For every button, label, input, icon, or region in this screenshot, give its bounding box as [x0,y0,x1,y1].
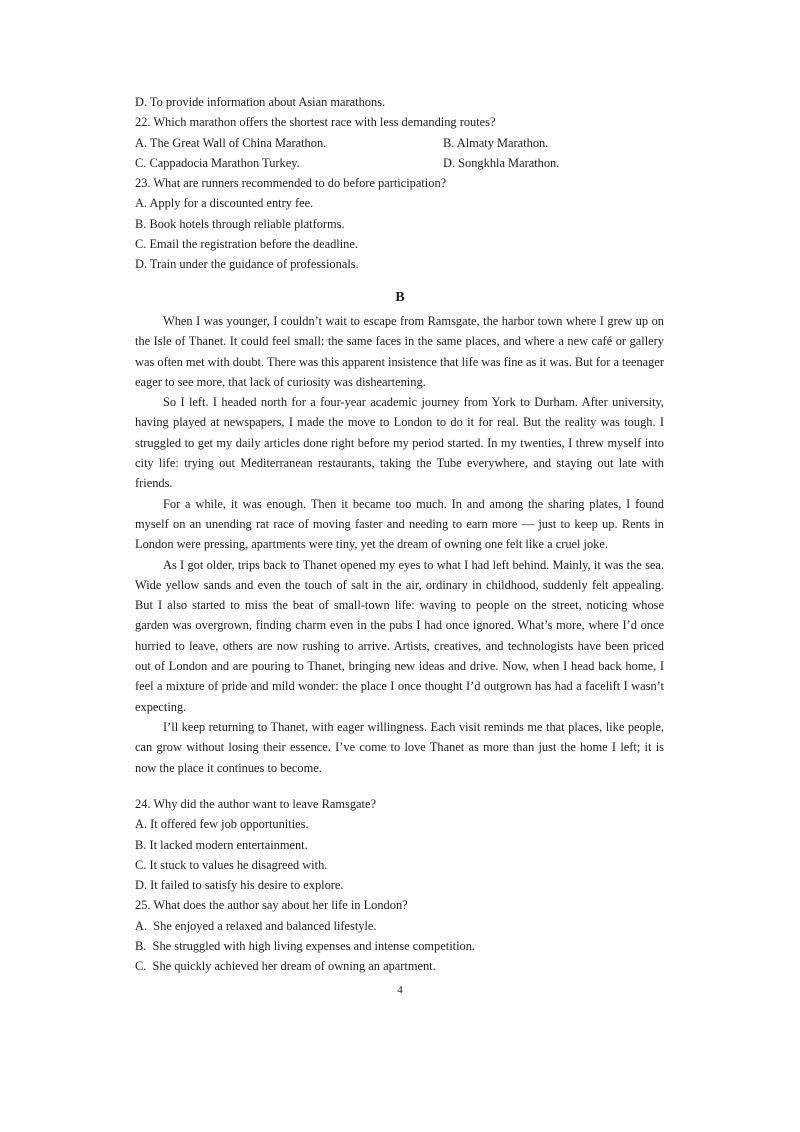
q23-option-d: D. Train under the guidance of professionals. [135,257,359,272]
q22-question: 22. Which marathon offers the shortest race with less demanding routes? [135,115,496,130]
q25-question: 25. What does the author say about her life in London? [135,898,408,913]
q23-question: 23. What are runners recommended to do before participation? [135,176,447,191]
q24-option-b: B. It lacked modern entertainment. [135,837,308,852]
q22-options-row-1 [135,133,664,153]
q23-option-a: A. Apply for a discounted entry fee. [135,196,314,211]
q24-option-d: D. It failed to satisfy his desire to explore. [135,878,344,893]
q24-option-c: C. It stuck to values he disagreed with. [135,857,328,872]
q25-option-c: C. She quickly achieved her dream of owning an apartment. [135,959,436,974]
questions-21-23 [135,92,664,275]
q25-option-b: B. She struggled with high living expenses and intense competition. [135,939,476,954]
q23-option-b: B. Book hotels through reliable platforms. [135,216,345,231]
q24-question: 24. Why did the author want to leave Ramsgate? [135,797,376,811]
q22-option-a: A. The Great Wall of China Marathon. [135,135,327,150]
section-heading: B [395,290,405,305]
reading-passage [135,311,664,778]
passage-paragraph-2: So I left. I headed north for a four-year academic journey from York to Durham. After university, having played at newspapers, I made the move to London to do it for real. But the reality was tough. I struggled to get my daily articles done right before my period started. In my twenties, I threw myself into city life: trying out Mediterranean restaurants, taking the Tube everywhere, and staying out late with friends. [135,395,664,491]
q24-option-a: A. It offered few job opportunities. [135,817,309,832]
passage-paragraph-3: For a while, it was enough. Then it became too much. In and among the sharing plates, I found myself on an unending rat race of moving faster and needing to earn more — just to keep up. Rents in London were pressing, apartments were tiny, yet the dream of owning one felt like a cruel joke. [135,496,664,552]
q22-options-row-2 [135,153,664,173]
questions-24-25 [135,794,664,977]
q25-option-a: A. She enjoyed a relaxed and balanced lifestyle. [135,918,377,933]
passage-paragraph-5: I’ll keep returning to Thanet, with eager willingness. Each visit reminds me that places, like people, can grow without losing their essence. I’ve come to love Thanet as more than just the home I left; it is now the place it continues to become. [135,719,664,775]
q23-option-c: C. Email the registration before the deadline. [135,237,358,252]
passage-paragraph-1: When I was younger, I couldn’t wait to escape from Ramsgate, the harbor town where I grew up on the Isle of Thanet. It could feel small: the same faces in the same places, and where a new café or gallery was often met with doubt. There was this apparent insistence that life was fine as it was. But for a teenager eager to see more, that lack of curiosity was disheartening. [135,314,664,389]
q22-option-d: D. Songkhla Marathon. [443,155,560,170]
q22-option-b: B. Almaty Marathon. [443,135,549,150]
q21-option-d: D. To provide information about Asian marathons. [135,95,386,109]
q22-option-c: C. Cappadocia Marathon Turkey. [135,155,300,170]
passage-paragraph-4: As I got older, trips back to Thanet opened my eyes to what I had left behind. Mainly, it was the sea. Wide yellow sands and even the touch of salt in the air, ordinary in childhood, suddenly felt appealing. But I also started to miss the beat of small-town life: waving to people on the street, noticing whose garden was overgrown, finding charm even in the pubs I had once ignored. What’s more, where I’d once hurried to leave, others are now rushing to arrive. Artists, creatives, and technologists have been priced out of London and are pouring to Thanet, bringing new ideas and drive. Now, when I head back home, I feel a mixture of pride and mild wonder: the place I once thought I’d outgrown has had a facelift I wasn’t expecting. [135,557,664,714]
page-number: 4 [397,984,403,996]
